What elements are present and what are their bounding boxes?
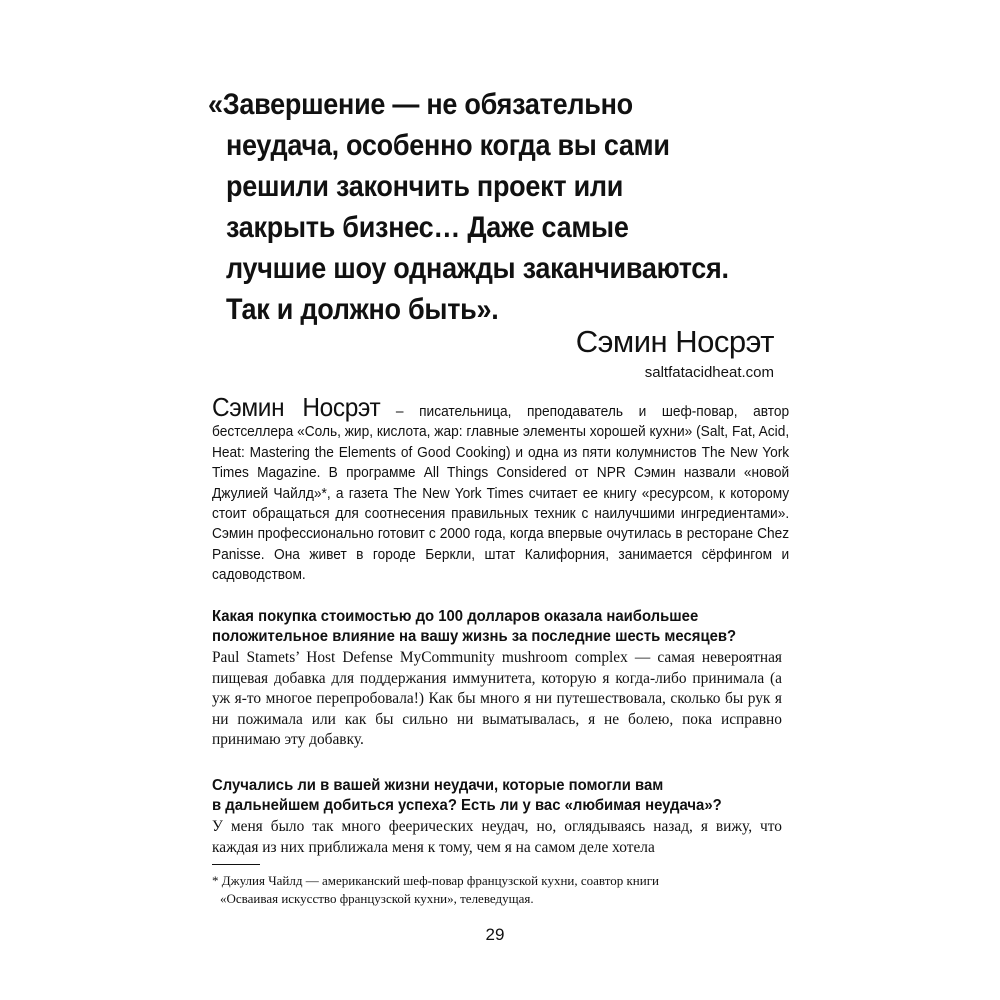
qa-question [212, 607, 781, 647]
quote-line: решили закончить проект или [226, 170, 624, 203]
epigraph-quote [208, 84, 748, 330]
qa-answer: У меня было так много феерических неудач, но, оглядываясь назад, я вижу, что каждая из них приближала меня к тому, чем я на самом деле хотела [212, 818, 782, 856]
quote-line: неудача, особенно когда вы сами [226, 129, 670, 162]
qa-block [212, 607, 782, 751]
question-line: Случались ли в вашей жизни неудачи, которые помогли вам [212, 777, 664, 794]
quote-attribution [576, 322, 774, 384]
quote-line: лучшие шоу однажды заканчиваются. [226, 252, 729, 285]
page-number: 29 [485, 925, 505, 944]
question-line: Какая покупка стоимостью до 100 долларов оказала наибольшее [212, 608, 699, 625]
question-line: в дальнейшем добиться успеха? Есть ли у вас «любимая неудача»? [212, 797, 722, 814]
quote-line: Так и должно быть». [226, 293, 499, 326]
author-bio [212, 394, 789, 586]
footnote [212, 872, 782, 908]
bio-text: – писательница, преподаватель и шеф-повар, автор бестселлера «Соль, жир, кислота, жар: главные элементы хорошей кухни» (Salt, Fat, Acid, Heat: Mastering the Elements of Good Cooking) и одна из пяти колумнистов The New York Times Magazine. В программе All Things Considered от NPR Сэмин назвали «новой Джулией Чайлд»*, а газета The New York Times считает ее книгу «ресурсом, к которому стоит обращаться для соотнесения правильных техник с наилучшими ингредиентами». Сэмин профессионально готовит с 2000 года, когда впервые очутилась в ресторане Chez Panisse. Она живет в городе Беркли, штат Калифорния, занимается сёрфингом и садоводством. [212, 404, 790, 584]
qa-question [212, 776, 781, 816]
bio-author-name: Сэмин Носрэт [212, 392, 381, 422]
qa-answer: Paul Stamets’ Host Defense MyCommunity mushroom complex — самая невероятная пищевая добавка для поддержания иммунитета, которую я когда-либо принимала (а уж я-то многое перепробовала!) Как бы много я ни путешествовала, сколько бы рук я ни пожимала или как бы сильно ни выматывалась, я не болею, пока исправно принимаю эту добавку. [212, 649, 782, 749]
quote-line: «Завершение — не обязательно [208, 88, 633, 121]
footnote-line: «Осваивая искусство французской кухни», телеведущая. [220, 891, 534, 906]
question-line: положительное влияние на вашу жизнь за последние шесть месяцев? [212, 628, 737, 645]
quote-line: закрыть бизнес… Даже самые [226, 211, 629, 244]
qa-block [212, 776, 782, 858]
attribution-author: Сэмин Носрэт [575, 324, 774, 359]
attribution-website: saltfatacidheat.com [644, 364, 774, 381]
footnote-line: * Джулия Чайлд — американский шеф-повар французской кухни, соавтор книги [212, 873, 659, 888]
footnote-divider [212, 864, 260, 865]
